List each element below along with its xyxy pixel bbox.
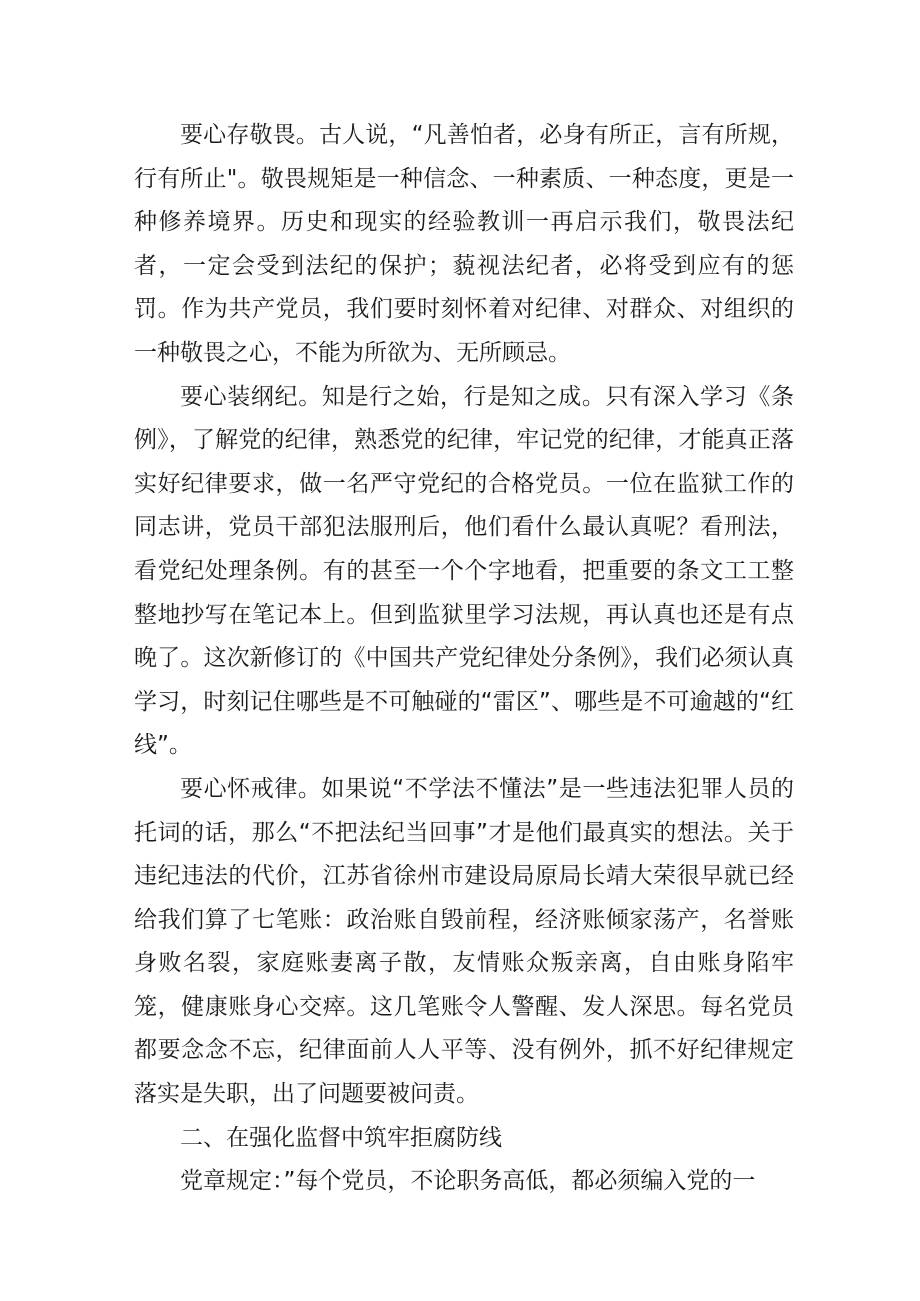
- document-body: [134, 114, 794, 1204]
- paragraph-precepts: 要心怀戒律。如果说“不学法不懂法”是一些违法犯罪人员的托词的话，那么“不把法纪当回事”才是他们最真实的想法。关于违纪违法的代价，江苏省徐州市建设局原局长靖大荣很早就已经给我们算了七笔账：政治账自毁前程，经济账倾家荡产，名誉账身败名裂，家庭账妻离子散，友情账众叛亲离，自由账身陷牢笼，健康账身心交瘁。这几笔账令人警醒、发人深思。每名党员都要念念不忘，纪律面前人人平等、没有例外，抓不好纪律规定落实是失职，出了问题要被问责。: [134, 775, 794, 1108]
- section-heading: 二、在强化监督中筑牢拒腐防线: [180, 1124, 502, 1151]
- paragraph-discipline: 要心装纲纪。知是行之始，行是知之成。只有深入学习《条例》，了解党的纪律，熟悉党的纪律，牢记党的纪律，才能真正落实好纪律要求，做一名严守党纪的合格党员。一位在监狱工作的同志讲，党员干部犯法服刑后，他们看什么最认真呢？看刑法，看党纪处理条例。有的甚至一个个字地看，把重要的条文工工整整地抄写在笔记本上。但到监狱里学习法规，再认真也还是有点晚了。这次新修订的《中国共产党纪律处分条例》，我们必须认真学习，时刻记住哪些是不可触碰的“雷区”、哪些是不可逾越的“红线”。: [134, 383, 794, 759]
- paragraph-party-constitution: 党章规定：”每个党员，不论职务高低，都必须编入党的一: [180, 1168, 756, 1195]
- paragraph-respect: 要心存敬畏。古人说，“凡善怕者，必身有所正，言有所规，行有所止"。敬畏规矩是一种信念、一种素质、一种态度，更是一种修养境界。历史和现实的经验教训一再启示我们，敬畏法纪者，一定会受到法纪的保护；藐视法纪者，必将受到应有的惩罚。作为共产党员，我们要时刻怀着对纪律、对群众、对组织的一种敬畏之心，不能为所欲为、无所顾忌。: [134, 122, 794, 366]
